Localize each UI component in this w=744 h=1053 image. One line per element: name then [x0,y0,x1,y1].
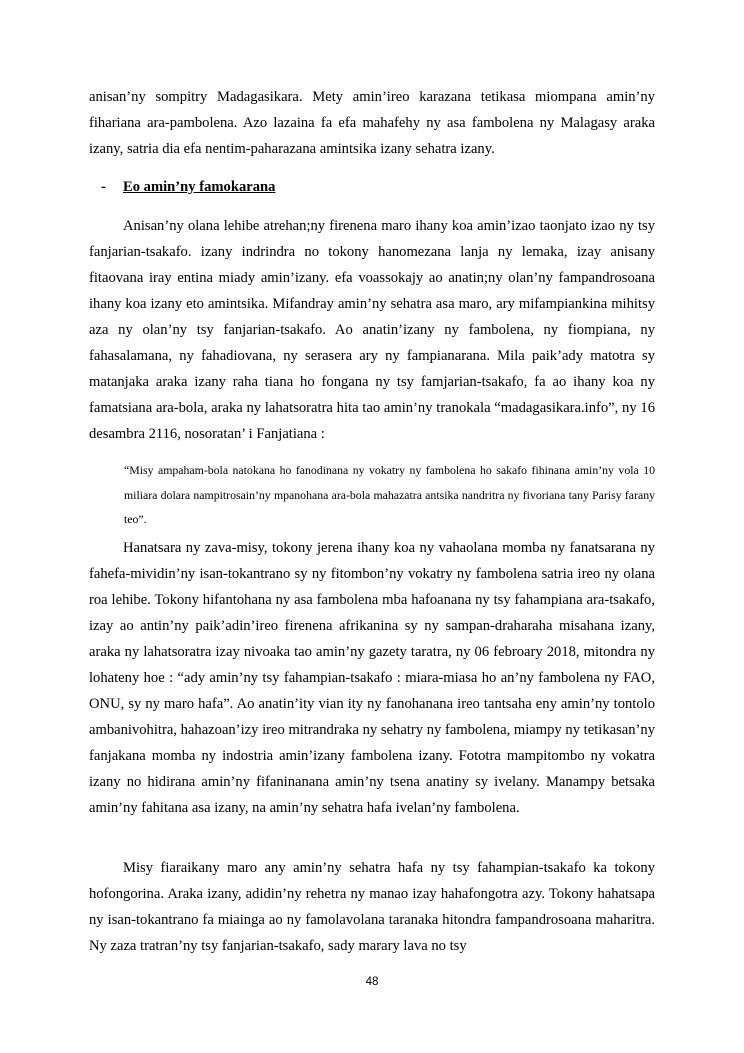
section-heading [89,174,655,200]
block-quote: “Misy ampaham-bola natokana ho fanodinana ny vokatry ny fambolena ho sakafo fihinana amin’ny vola 10 miliara dolara nampitrosain’ny mpanohana ara-bola mahazatra antsika nandritra ny fivoriana tany Parisy farany teo”. [124,463,655,526]
page-number: 48 [365,976,379,988]
heading-bullet: - [101,179,106,195]
paragraph-production: Anisan’ny olana lehibe atrehan;ny firenena maro ihany koa amin’izao taonjato izao ny tsy fanjarian-tsakafo. izany indrindra no tokony hanomezana lanja ny lemaka, izay anisany fitaovana iray entina miady amin’izany. efa voassokajy ao anatin;ny olan’ny fampandrosoana ihany koa izany eto amintsika. Mifandray amin’ny sehatra asa maro, ary mifampiankina mihitsy aza ny olan’ny tsy fanjarian-tsakafo. Ao anatin’izany ny fambolena, ny fiompiana, ny fahasalamana, ny fahadiovana, ny serasera ary ny fampianarana. Mila paik’ady matotra sy matanjaka araka izany raha tiana ho fongana ny tsy famjarian-tsakafo, fa ao ihany koa ny famatsiana ara-bola, araka ny lahatsoratra hita tao amin’ny tranokala “madagasikara.info”, ny 16 desambra 2116, nosoratan’ i Fanjatiana : [89,218,655,442]
paragraph-continuation: anisan’ny sompitry Madagasikara. Mety amin’ireo karazana tetikasa miompana amin’ny fihariana ara-pambolena. Azo lazaina fa efa mahafehy ny asa fambolena ny Malagasy araka izany, satria dia efa nentim-paharazana amintsika izany sehatra izany. [89,89,655,157]
paragraph-consequences: Misy fiaraikany maro any amin’ny sehatra hafa ny tsy fahampian-tsakafo ka tokony hofongorina. Araka izany, adidin’ny rehetra ny manao izay hahafongotra azy. Tokony hahatsapa ny isan-tokantrano fa miainga ao ny famolavolana taranaka hitondra fampandrosoana maharitra. Ny zaza tratran’ny tsy fanjarian-tsakafo, sady marary lava no tsy [89,860,655,954]
paragraph-solutions: Hanatsara ny zava-misy, tokony jerena ihany koa ny vahaolana momba ny fanatsarana ny fahefa-mividin’ny isan-tokantrano sy ny fitombon’ny vokatry ny fambolena satria ireo ny olana roa lehibe. Tokony hifantohana ny asa fambolena mba hafoanana ny tsy fahampiana ara-tsakafo, izay ao antin’ny paik’adin’ireo firenena afrikanina sy ny sampan-draharaha misahana izany, araka ny lahatsoratra izay nivoaka tao amin’ny gazety taratra, ny 06 febroary 2018, mitondra ny lohateny hoe : “ady amin’ny tsy fahampian-tsakafo : miara-miasa ho an’ny fambolena ny FAO, ONU, sy ny maro hafa”. Ao anatin’ity vian ity ny fanohanana ireo tantsaha eny amin’ny tontolo ambanivohitra, hahazoan’izy ireo mitrandraka ny sehatry ny fambolena, miampy ny tetikasan’ny fanjakana momba ny indostria amin’izany fambolena izany. Fototra mampitombo ny vokatra izany no hidirana amin’ny fifaninanana amin’ny tsena anatiny sy ivelany. Manampy betsaka amin’ny fahitana asa izany, na amin’ny sehatra hafa ivelan’ny fambolena. [89,540,655,816]
heading-text: Eo amin’ny famokarana [123,179,276,195]
